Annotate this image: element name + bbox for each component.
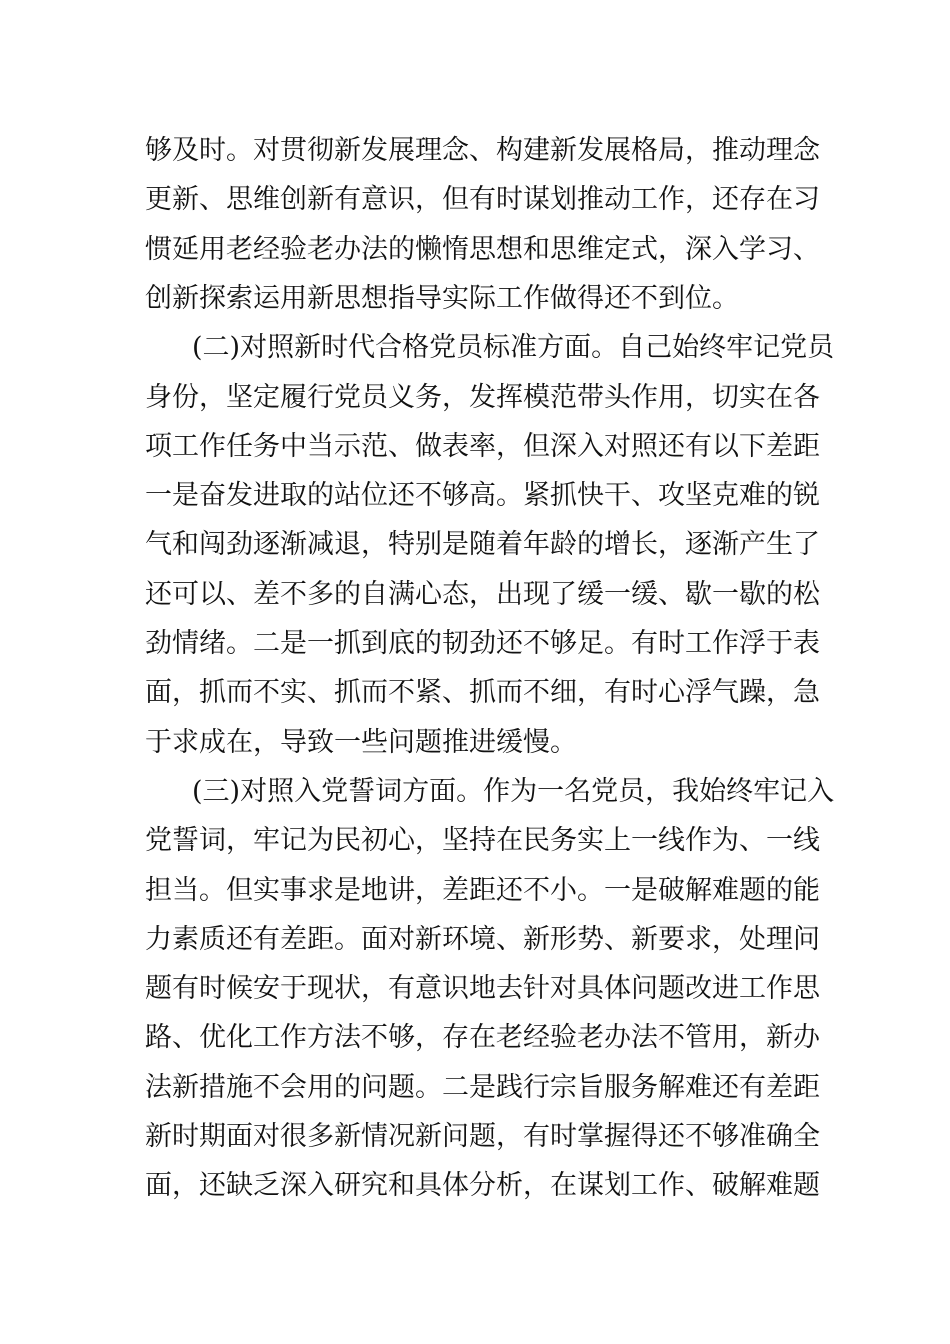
text-line: 劲情绪。二是一抓到底的韧劲还不够足。有时工作浮于表 — [145, 628, 820, 659]
text-line: 气和闯劲逐渐减退，特别是随着年龄的增长，逐渐产生了 — [145, 529, 820, 561]
text-line: 担当。但实事求是地讲，差距还不小。一是破解难题的能 — [145, 874, 820, 906]
text-line: 项工作任务中当示范、做表率，但深入对照还有以下差距 — [145, 430, 820, 462]
text-line: 还可以、差不多的自满心态，出现了缓一缓、歇一歇的松 — [145, 578, 820, 610]
text-line: 路、优化工作方法不够，存在老经验老办法不管用，新办 — [145, 1022, 820, 1054]
text-line: 面，抓而不实、抓而不紧、抓而不细，有时心浮气躁，急 — [145, 677, 820, 709]
text-line: 面，还缺乏深入研究和具体分析，在谋划工作、破解难题 — [145, 1170, 820, 1202]
text-line: 法新措施不会用的问题。二是践行宗旨服务解难还有差距 — [145, 1071, 820, 1103]
text-line: 身份，坚定履行党员义务，发挥模范带头作用，切实在各 — [145, 381, 820, 413]
text-line: 够及时。对贯彻新发展理念、构建新发展格局，推动理念 — [145, 135, 820, 166]
text-line: 创新探索运用新思想指导实际工作做得还不到位。 — [145, 282, 739, 314]
text-line: 于求成在，导致一些问题推进缓慢。 — [145, 726, 577, 758]
text-line: 力素质还有差距。面对新环境、新形势、新要求，处理问 — [145, 923, 820, 955]
text-line: 惯延用老经验老办法的懒惰思想和思维定式，深入学习、 — [145, 233, 820, 265]
text-line: 党誓词，牢记为民初心，坚持在民务实上一线作为、一线 — [145, 825, 820, 857]
text-line: 新时期面对很多新情况新问题，有时掌握得还不够准确全 — [145, 1121, 820, 1152]
text-line: 更新、思维创新有意识，但有时谋划推动工作，还存在习 — [145, 184, 820, 216]
text-line: (三)对照入党誓词方面。作为一名党员，我始终牢记入 — [192, 775, 835, 807]
text-line: 一是奋发进取的站位还不够高。紧抓快干、攻坚克难的锐 — [145, 480, 820, 512]
text-line: (二)对照新时代合格党员标准方面。自己始终牢记党员 — [192, 332, 835, 364]
text-line: 题有时候安于现状，有意识地去针对具体问题改进工作思 — [145, 973, 820, 1005]
